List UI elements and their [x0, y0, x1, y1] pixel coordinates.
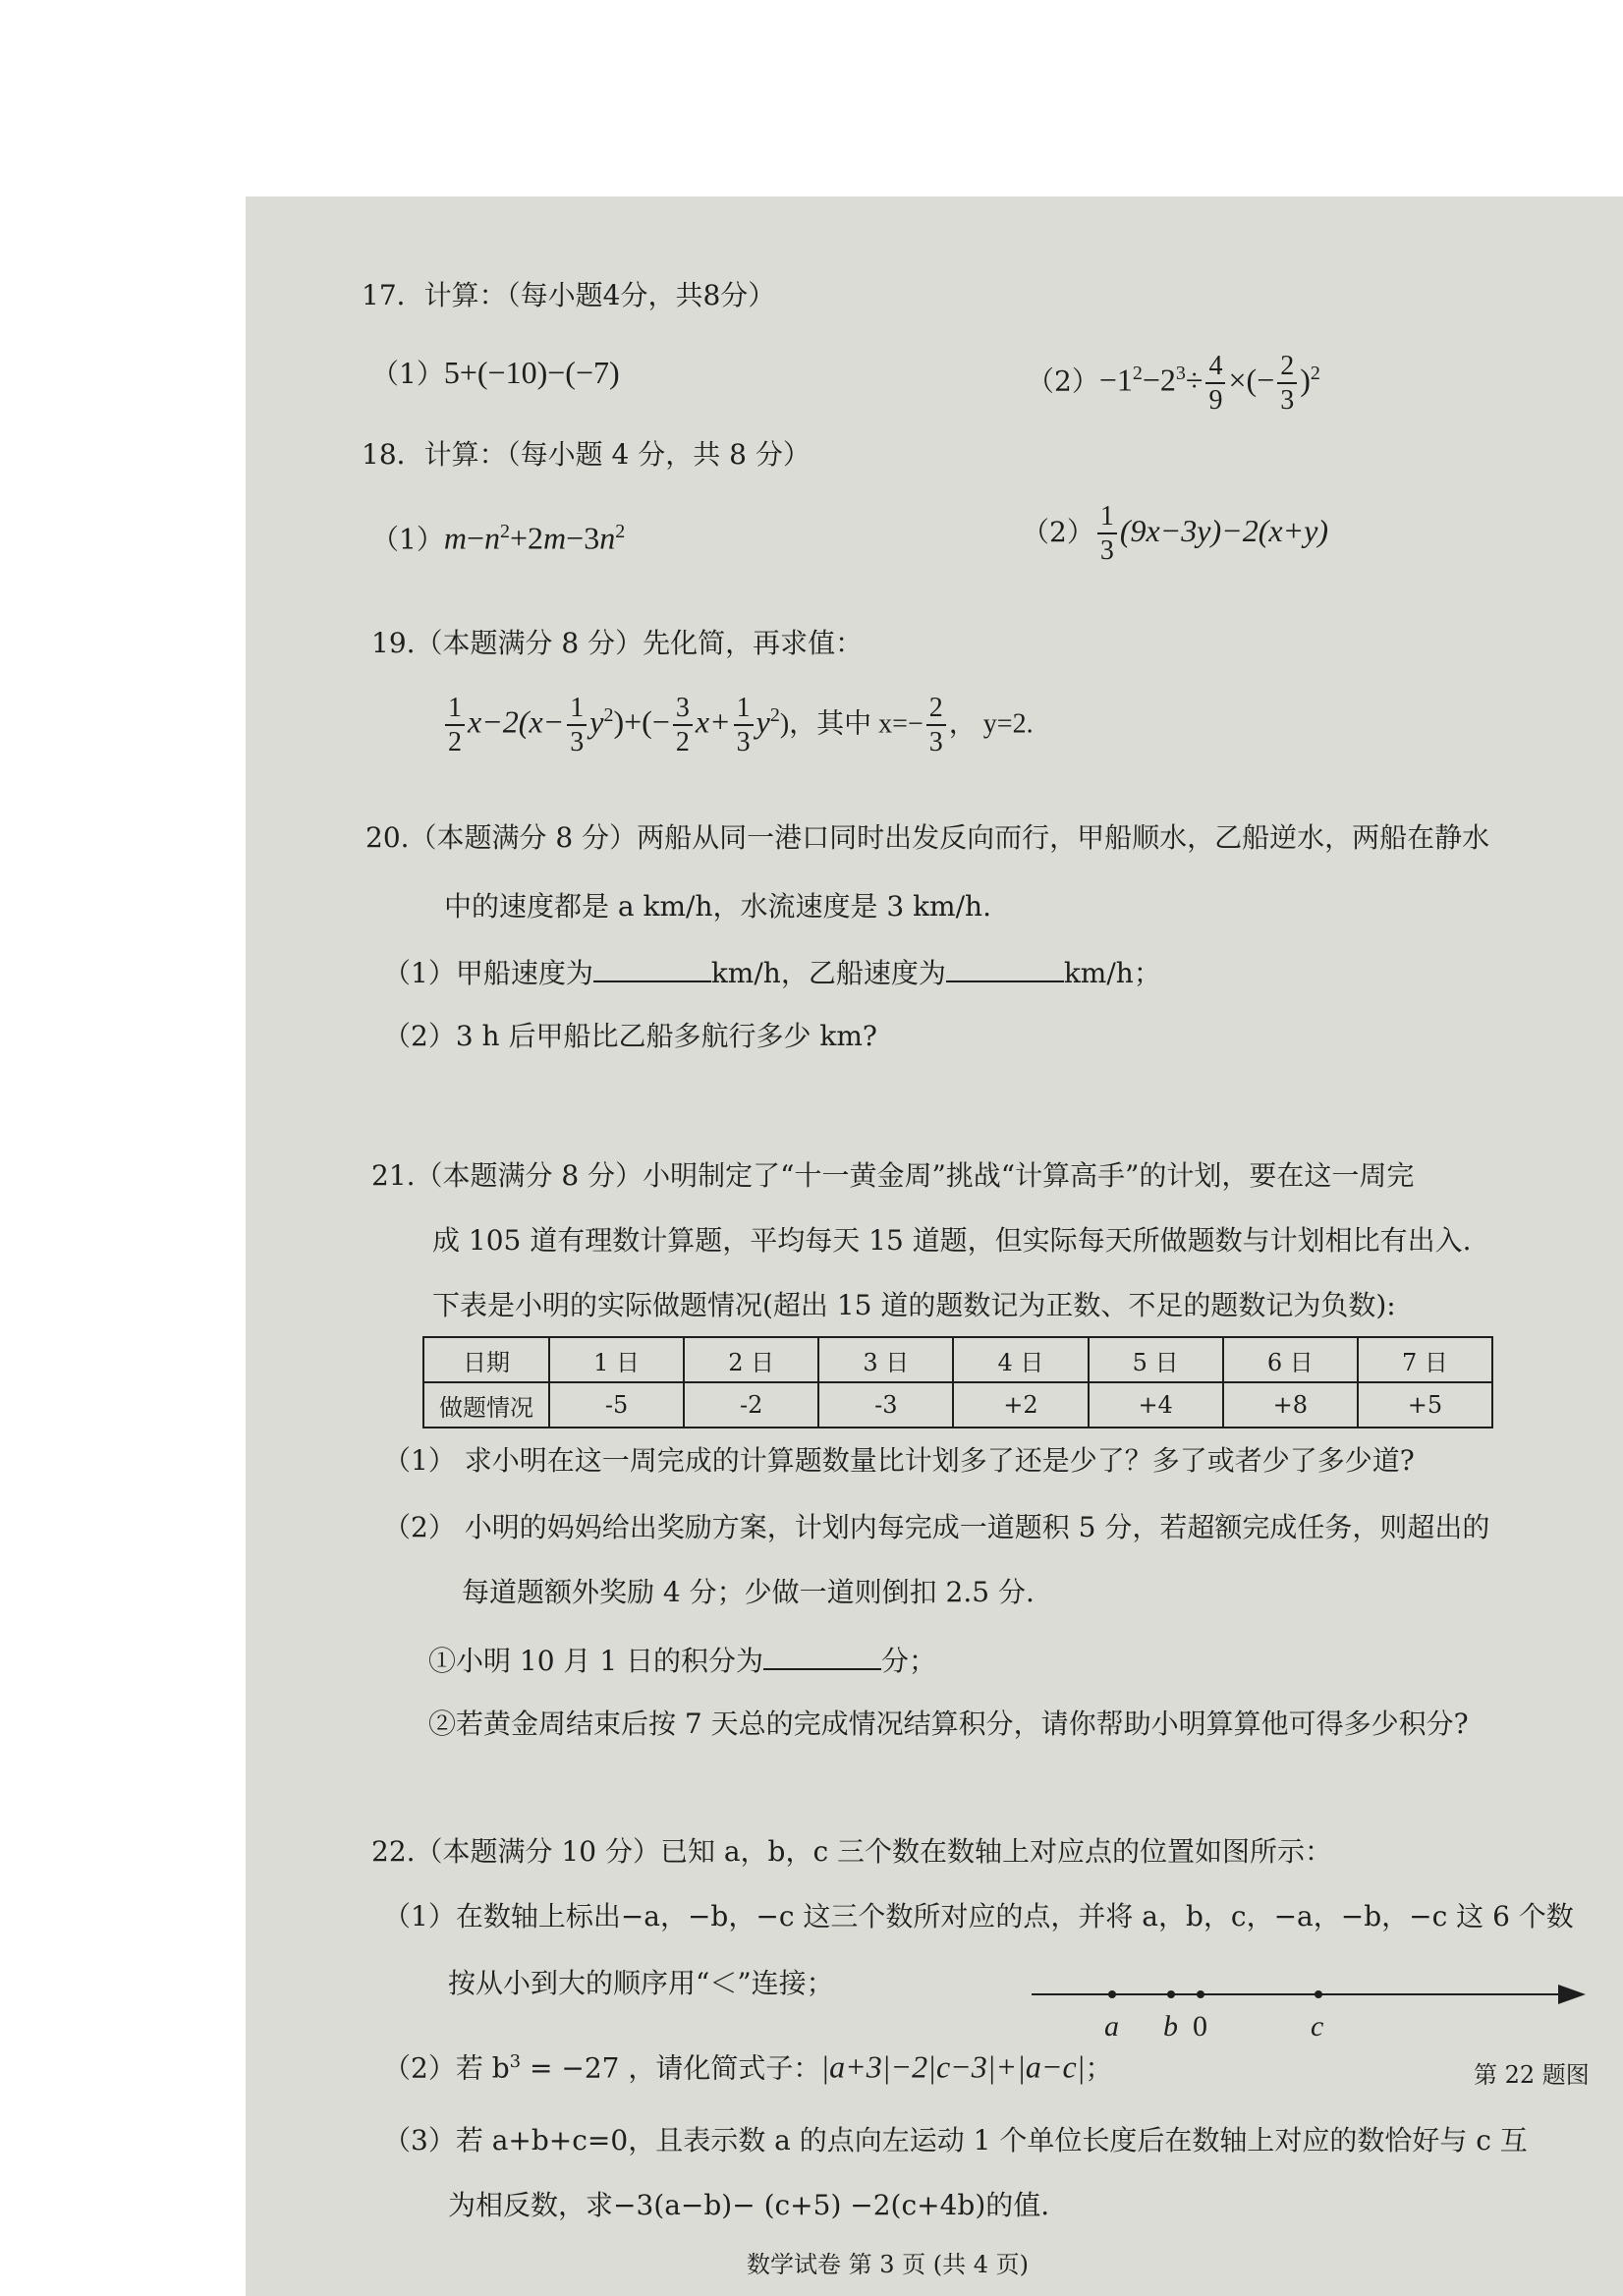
q17-p2-c: ÷ [1185, 362, 1203, 398]
q21-line1: 21.（本题满分 8 分）小明制定了“十一黄金周”挑战“计算高手”的计划，要在这一周完 [371, 1159, 1415, 1192]
q22-p2-end: ； [1085, 2051, 1113, 2085]
q19-t7: ， y=2. [948, 708, 1034, 740]
q17-p2-sup1: 2 [1132, 363, 1143, 384]
q17-header: 17．计算：（每小题4分，共8分） [362, 279, 776, 311]
number-line-label-3: c [1311, 2010, 1324, 2043]
number-line-label-2: 0 [1193, 2010, 1207, 2043]
number-line-label-1: b [1163, 2010, 1178, 2043]
q19-sup2: 2 [769, 704, 780, 726]
q18-p1-d: +2 [509, 520, 544, 556]
table-cell: 7 日 [1358, 1337, 1492, 1382]
table-cell: 2 日 [684, 1337, 818, 1382]
number-line-point-3 [1315, 1990, 1322, 1998]
q22-p2-sup: 3 [509, 2051, 522, 2072]
q18-p2-frac [1097, 503, 1117, 565]
q21-part2-line2: 每道题额外奖励 4 分；少做一道则倒扣 2.5 分. [462, 1576, 1035, 1608]
q18-p1-b: − [466, 520, 484, 556]
q17-p2-frac1-den: 9 [1208, 384, 1223, 416]
q20-p1-a: （1）甲船速度为 [383, 957, 593, 989]
q17-p2-frac2-den: 3 [1280, 384, 1295, 416]
q22-part1-line1: （1）在数轴上标出−a，−b，−c 这三个数所对应的点，并将 a，b，c，−a，−b，−c 这 6 个数 [383, 1900, 1574, 1932]
q18-part1 [371, 513, 625, 559]
q20-p1-b: km/h，乙船速度为 [710, 957, 946, 989]
q21-sub1 [428, 1641, 936, 1680]
q20-part1 [383, 953, 1161, 992]
q17-part2-label: （2） [1027, 364, 1099, 398]
q17-p2-e: ) [1300, 362, 1311, 398]
q21-part2-line1: （2） 小明的妈妈给出奖励方案，计划内每完成一道题积 5 分，若超额完成任务，则超出的 [383, 1511, 1490, 1543]
q19-frac3 [673, 692, 693, 757]
q17-p2-b: −2 [1142, 362, 1176, 398]
q22-part3-line2: 为相反数，求−3(a−b)− (c+5) −2(c+4b)的值. [448, 2189, 1050, 2221]
number-line-points [1104, 1990, 1323, 2043]
exam-page [246, 196, 1623, 2296]
table-cell: +5 [1358, 1382, 1492, 1428]
table-cell: +8 [1223, 1382, 1358, 1428]
q21-sub2: ②若黄金周结束后按 7 天总的完成情况结算积分，请你帮助小明算算他可得多少积分? [428, 1708, 1469, 1740]
q21-blank-score[interactable] [763, 1641, 881, 1670]
q19-t2: y [589, 703, 604, 740]
q19-t1: x−2(x− [468, 703, 565, 740]
table-row [423, 1382, 1492, 1428]
q22-part1-line2: 按从小到大的顺序用“＜”连接； [448, 1967, 834, 1999]
q19-frac2 [567, 692, 587, 757]
number-line-point-2 [1197, 1990, 1204, 1998]
q17-p2-a: −1 [1098, 362, 1133, 398]
q19-frac4 [734, 692, 754, 757]
q18-p1-f: −3 [566, 520, 600, 556]
q19-frac2-den: 3 [570, 726, 585, 757]
q20-part2: （2）3 h 后甲船比乙船多航行多少 km? [383, 1020, 877, 1052]
q18-p1-sup1: 2 [499, 521, 510, 542]
table-cell: -5 [549, 1382, 684, 1428]
q18-p2-expr: (9x−3y)−2(x+y) [1119, 513, 1329, 548]
q21-part1: （1） 求小明在这一周完成的计算题数量比计划多了还是少了？多了或者少了多少道? [383, 1444, 1415, 1477]
q18-p1-a: m [443, 520, 467, 556]
table-cell: 5 日 [1089, 1337, 1223, 1382]
table-cell: -2 [684, 1382, 818, 1428]
q19-header: 19.（本题满分 8 分）先化简，再求值： [371, 627, 864, 659]
q19-t5: y [756, 703, 770, 740]
q18-part2-label: （2） [1022, 516, 1094, 548]
q21-table [422, 1336, 1493, 1428]
q18-p1-sup2: 2 [615, 521, 626, 542]
q18-p1-c: n [483, 520, 500, 556]
table-cell: 6 日 [1223, 1337, 1358, 1382]
q19-frac1-num: 1 [445, 695, 465, 726]
q20-p1-c: km/h； [1063, 957, 1161, 989]
q21-sub1-b: 分； [881, 1645, 937, 1677]
number-line-label-0: a [1104, 2010, 1119, 2043]
q19-sup1: 2 [603, 704, 614, 726]
q18-part2 [1022, 491, 1328, 572]
q18-header: 18．计算：（每小题 4 分，共 8 分） [362, 438, 811, 471]
q19-frac1 [445, 692, 465, 757]
q22-number-line [1032, 1945, 1601, 2093]
q17-p2-frac2-num: 2 [1277, 353, 1297, 384]
q17-p2-sup2: 3 [1175, 363, 1186, 384]
q19-frac4-num: 1 [734, 695, 754, 726]
q19-t3: )+(− [613, 703, 670, 740]
table-row [423, 1337, 1492, 1382]
q22-part2 [383, 2044, 1113, 2087]
q19-t6: )，其中 x=− [779, 708, 923, 740]
q22-figure-caption: 第 22 题图 [1474, 2061, 1590, 2089]
q22-part3-line1: （3）若 a+b+c=0，且表示数 a 的点向左运动 1 个单位长度后在数轴上对应的数恰好与 c 互 [383, 2124, 1528, 2156]
number-line-point-0 [1108, 1990, 1116, 1998]
q18-p1-g: n [599, 520, 616, 556]
number-line-point-1 [1167, 1990, 1175, 1998]
q18-p2-frac-den: 3 [1099, 535, 1114, 567]
q18-p2-frac-num: 1 [1097, 503, 1117, 534]
q17-p2-sup3: 2 [1310, 363, 1320, 384]
q19-expression [442, 676, 1034, 764]
table-header-result: 做题情况 [423, 1382, 549, 1428]
q17-p2-frac1-num: 4 [1205, 353, 1225, 384]
q21-line2: 成 105 道有理数计算题，平均每天 15 道题，但实际每天所做题数与计划相比有出入. [432, 1224, 1472, 1257]
q19-t4: x+ [695, 703, 731, 740]
q20-line2: 中的速度都是 a km/h，水流速度是 3 km/h. [444, 890, 991, 923]
q19-frac2-num: 1 [567, 695, 587, 726]
q19-frac3-num: 3 [673, 695, 693, 726]
table-cell: 3 日 [818, 1337, 953, 1382]
q18-p1-e: m [543, 520, 567, 556]
q21-sub1-a: ①小明 10 月 1 日的积分为 [428, 1645, 764, 1677]
table-cell: -3 [818, 1382, 953, 1428]
q22-p2-a: （2）若 b [383, 2051, 510, 2085]
q19-frac5 [926, 692, 946, 757]
table-cell: +4 [1089, 1382, 1223, 1428]
q18-part1-label: （1） [371, 523, 444, 556]
q22-p2-b: = −27 ，请化简式子： [521, 2051, 821, 2085]
q19-frac5-den: 3 [928, 726, 943, 757]
q20-line1: 20.（本题满分 8 分）两船从同一港口同时出发反向而行，甲船顺水，乙船逆水，两船在静水 [365, 821, 1490, 854]
q19-frac4-den: 3 [736, 726, 751, 757]
q20-blank-speed-a[interactable] [593, 953, 711, 982]
table-cell: 1 日 [549, 1337, 684, 1382]
table-cell: 4 日 [953, 1337, 1088, 1382]
q20-blank-speed-b[interactable] [946, 953, 1064, 982]
table-cell: +2 [953, 1382, 1088, 1428]
q17-part1-label: （1） [371, 358, 444, 390]
q22-p2-expr: |a+3|−2|c−3|+|a−c| [820, 2048, 1086, 2085]
q17-p2-frac1 [1205, 350, 1225, 416]
q19-frac1-den: 2 [448, 726, 462, 757]
q17-p2-d: ×(− [1228, 362, 1275, 398]
q19-frac3-den: 2 [675, 726, 690, 757]
q17-part2 [1027, 334, 1320, 421]
q21-line3: 下表是小明的实际做题情况(超出 15 道的题数记为正数、不足的题数记为负数): [432, 1289, 1396, 1321]
q17-part1-expr: 5+(−10)−(−7) [443, 355, 620, 390]
q19-frac5-num: 2 [926, 695, 946, 726]
table-header-date: 日期 [423, 1337, 549, 1382]
q17-p2-frac2 [1277, 350, 1297, 416]
q22-header: 22.（本题满分 10 分）已知 a，b，c 三个数在数轴上对应点的位置如图所示： [371, 1835, 1333, 1868]
q17-part1 [371, 354, 620, 393]
page-footer: 数学试卷 第 3 页 (共 4 页) [747, 2251, 1030, 2278]
